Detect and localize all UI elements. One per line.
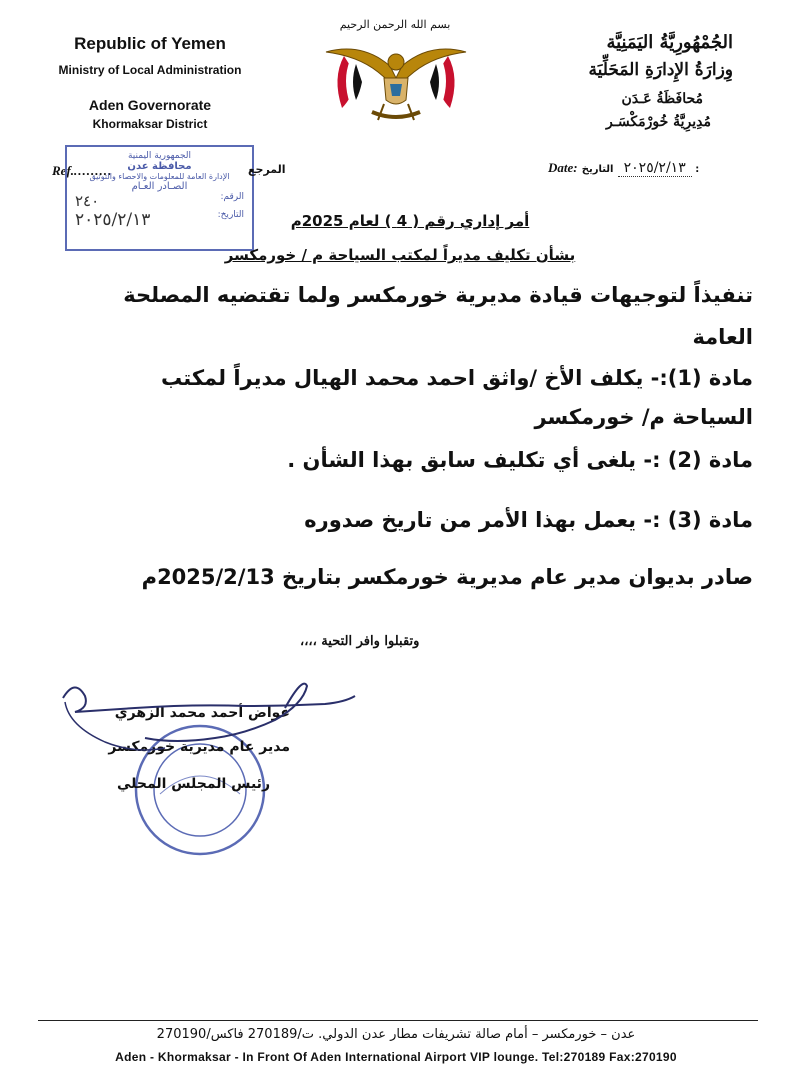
ref-stamp-number: ٢٤٠ (75, 192, 100, 210)
header-ar-governorate: مُحافَظَةُ عَـدَن (621, 91, 703, 107)
yemen-emblem-icon (322, 38, 470, 130)
closing-greeting: وتقبلوا وافر التحية ،،،، (300, 634, 420, 649)
body-intro-line-2: العامة (692, 325, 753, 349)
ref-stamp-date: ٢٠٢٥/٢/١٣ (75, 210, 151, 230)
date-row (548, 160, 748, 176)
emblem-flag-left (337, 56, 362, 108)
article-2: مادة (2) :- يلغى أي تكليف سابق بهذا الشأن . (287, 448, 753, 472)
header-en-district: Khormaksar District (92, 117, 208, 131)
header-ar-district: مُدِيرِيَّةُ خُورْمَكْسَـر (606, 114, 711, 130)
signature-name: عواض أحمد محمد الزهري (114, 705, 290, 721)
order-subject: بشأن تكليف مديراً لمكتب السياحة م / خورمكسر (224, 246, 576, 264)
ref-stamp-line-2: محافظة عدن (127, 161, 192, 172)
header-en-country: Republic of Yemen (74, 34, 226, 53)
signature-title-2: رئيس المجلس المحلي (116, 776, 270, 792)
issued-statement: صادر بديوان مدير عام مديرية خورمكسر بتاريخ 2025/2/13م (141, 565, 753, 589)
body-intro-line-1: تنفيذاً لتوجيهات قيادة مديرية خورمكسر ولما تقتضيه المصلحة (123, 283, 753, 307)
ref-stamp-line-1: الجمهورية اليمنية (127, 151, 191, 161)
header-ar-ministry: وِزارَةُ الإِدارَةِ المَحَلِّيَة (588, 60, 733, 80)
header-en-ministry: Ministry of Local Administration (58, 63, 242, 77)
order-title: أمر إداري رقم ( 4 ) لعام 2025م (290, 212, 530, 230)
footer-divider (38, 1020, 758, 1021)
header-en-governorate: Aden Governorate (88, 97, 212, 113)
emblem-flag-right (430, 56, 455, 108)
footer-address-en: Aden - Khormaksar - In Front Of Aden International Airport VIP lounge. Tel:270189 Fax:270190 (115, 1050, 677, 1064)
signature-title-1: مدير عام مديرية خورمكسر (108, 739, 290, 755)
article-1-line-1: مادة (1):- يكلف الأخ /واثق احمد محمد الهيال مديراً لمكتب (161, 366, 753, 390)
ref-stamp (65, 145, 254, 251)
ref-stamp-line-3: الإدارة العامة للمعلومات والاحصاء والتوثيق (89, 172, 230, 181)
ref-label-en: Ref. (52, 163, 75, 178)
date-value: ٢٠٢٥/٢/١٣ (618, 160, 692, 177)
ref-label-ar: المرجع (248, 163, 286, 176)
basmala: بسم الله الرحمن الرحيم (339, 18, 451, 31)
ref-label: Ref.......... (52, 163, 113, 178)
footer-address-ar: عدن – خورمكسر – أمام صالة تشريفات مطار عدن الدولي. ت/270189 فاكس/270190 (156, 1027, 636, 1042)
ref-stamp-number-label: الرقم: (220, 192, 244, 202)
date-label-ar: التاريخ : (581, 164, 700, 175)
date-label-en: Date: (548, 160, 578, 175)
header-ar-country: الجُمْهُورِيَّةُ اليَمَنِيَّة (606, 32, 733, 53)
handwritten-signature-icon (45, 668, 365, 758)
article-1-line-2: السياحة م/ خورمكسر (534, 405, 753, 429)
ref-stamp-date-label: التاريخ: (217, 210, 244, 220)
article-3: مادة (3) :- يعمل بهذا الأمر من تاريخ صدوره (304, 508, 753, 532)
ref-stamp-line-4: الصـادر العـام (131, 181, 188, 192)
